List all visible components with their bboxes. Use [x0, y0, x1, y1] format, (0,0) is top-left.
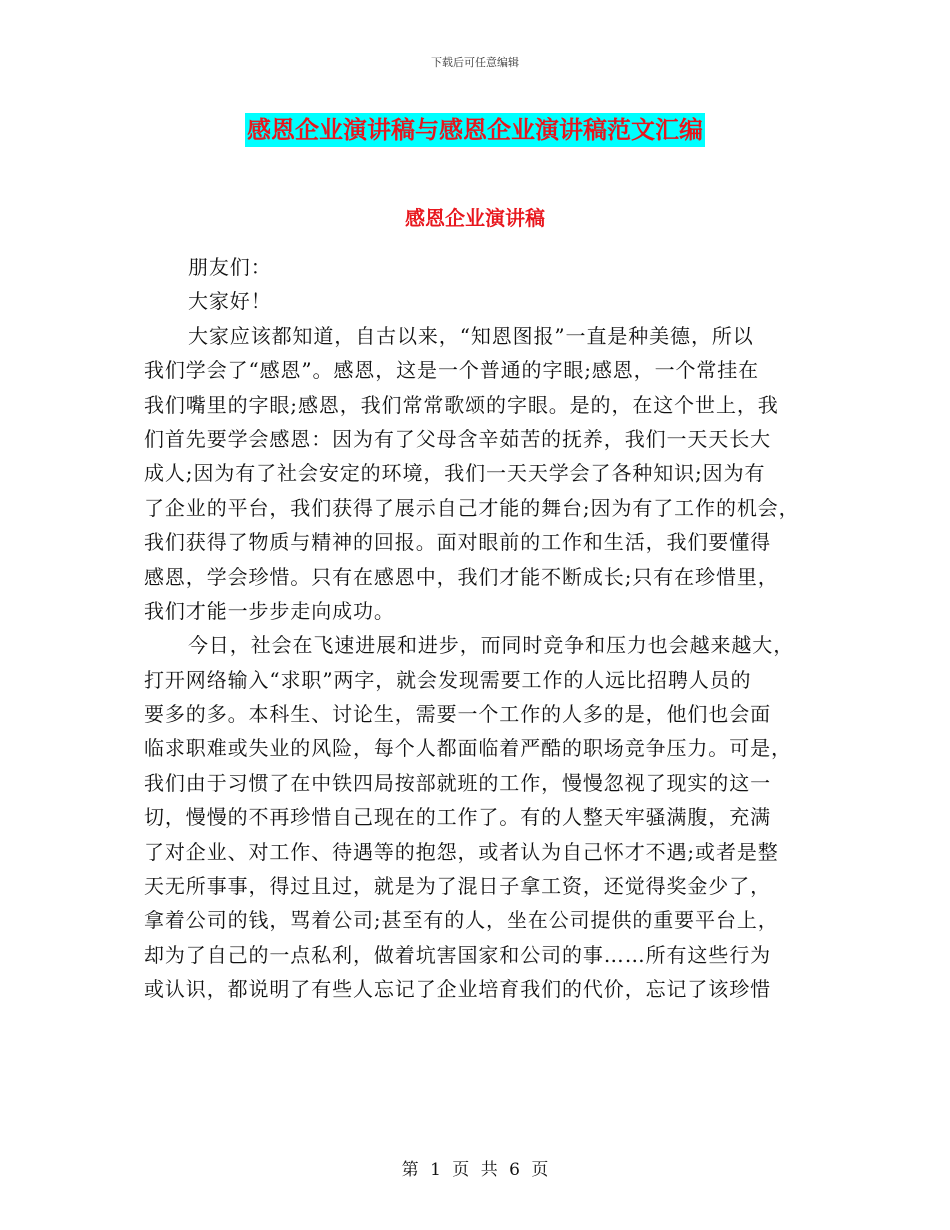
header-note: 下载后可任意编辑 — [431, 56, 519, 69]
text-line: 临求职难或失业的风险，每个人都面临着严酷的职场竞争压力。可是， — [144, 736, 792, 761]
body-text — [144, 250, 806, 1007]
text-line: 大家应该都知道，自古以来，“知恩图报”一直是种美德，所以 — [188, 323, 754, 348]
text-line: 了企业的平台，我们获得了展示自己才能的舞台;因为有了工作的机会， — [144, 495, 800, 520]
doc-title-wrap — [0, 113, 950, 147]
text-line: 切，慢慢的不再珍惜自己现在的工作了。有的人整天牢骚满腹，充满 — [144, 805, 771, 830]
text-line: 感恩，学会珍惜。只有在感恩中，我们才能不断成长;只有在珍惜里， — [144, 564, 779, 589]
text-line: 朋友们： — [188, 255, 272, 279]
text-line: 我们才能一步步走向成功。 — [144, 598, 395, 623]
text-line: 天无所事事，得过且过，就是为了混日子拿工资，还觉得奖金少了， — [144, 874, 771, 899]
text-line: 却为了自己的一点私利，做着坑害国家和公司的事……所有这些行为 — [144, 942, 771, 967]
page-footer: 第 1 页 共 6 页 — [401, 1160, 549, 1180]
text-line: 今日，社会在飞速进展和进步，而同时竞争和压力也会越来越大， — [188, 633, 795, 658]
text-line: 大家好！ — [188, 289, 272, 314]
text-line: 成人;因为有了社会安定的环境，我们一天天学会了各种知识;因为有 — [144, 461, 766, 486]
document-title: 感恩企业演讲稿与感恩企业演讲稿范文汇编 — [245, 113, 705, 147]
text-line: 了对企业、对工作、待遇等的抱怨，或者认为自己怀才不遇;或者是整 — [144, 839, 779, 864]
text-line: 我们由于习惯了在中铁四局按部就班的工作，慢慢忽视了现实的这一 — [144, 770, 771, 795]
text-line: 拿着公司的钱，骂着公司;甚至有的人，坐在公司提供的重要平台上， — [144, 908, 779, 933]
text-line: 们首先要学会感恩：因为有了父母含辛茹苦的抚养，我们一天天长大 — [144, 426, 771, 451]
text-line: 要多的多。本科生、讨论生，需要一个工作的人多的是，他们也会面 — [144, 702, 771, 727]
text-line: 打开网络输入“求职”两字，就会发现需要工作的人远比招聘人员的 — [144, 667, 752, 692]
text-line: 我们获得了物质与精神的回报。面对眼前的工作和生活，我们要懂得 — [144, 530, 771, 555]
section-title: 感恩企业演讲稿 — [405, 206, 545, 230]
text-line: 或认识，都说明了有些人忘记了企业培育我们的代价，忘记了该珍惜 — [144, 977, 771, 1002]
text-line: 我们嘴里的字眼;感恩，我们常常歌颂的字眼。是的，在这个世上，我 — [144, 392, 779, 417]
text-line: 我们学会了“感恩”。感恩，这是一个普通的字眼;感恩，一个常挂在 — [144, 358, 760, 383]
